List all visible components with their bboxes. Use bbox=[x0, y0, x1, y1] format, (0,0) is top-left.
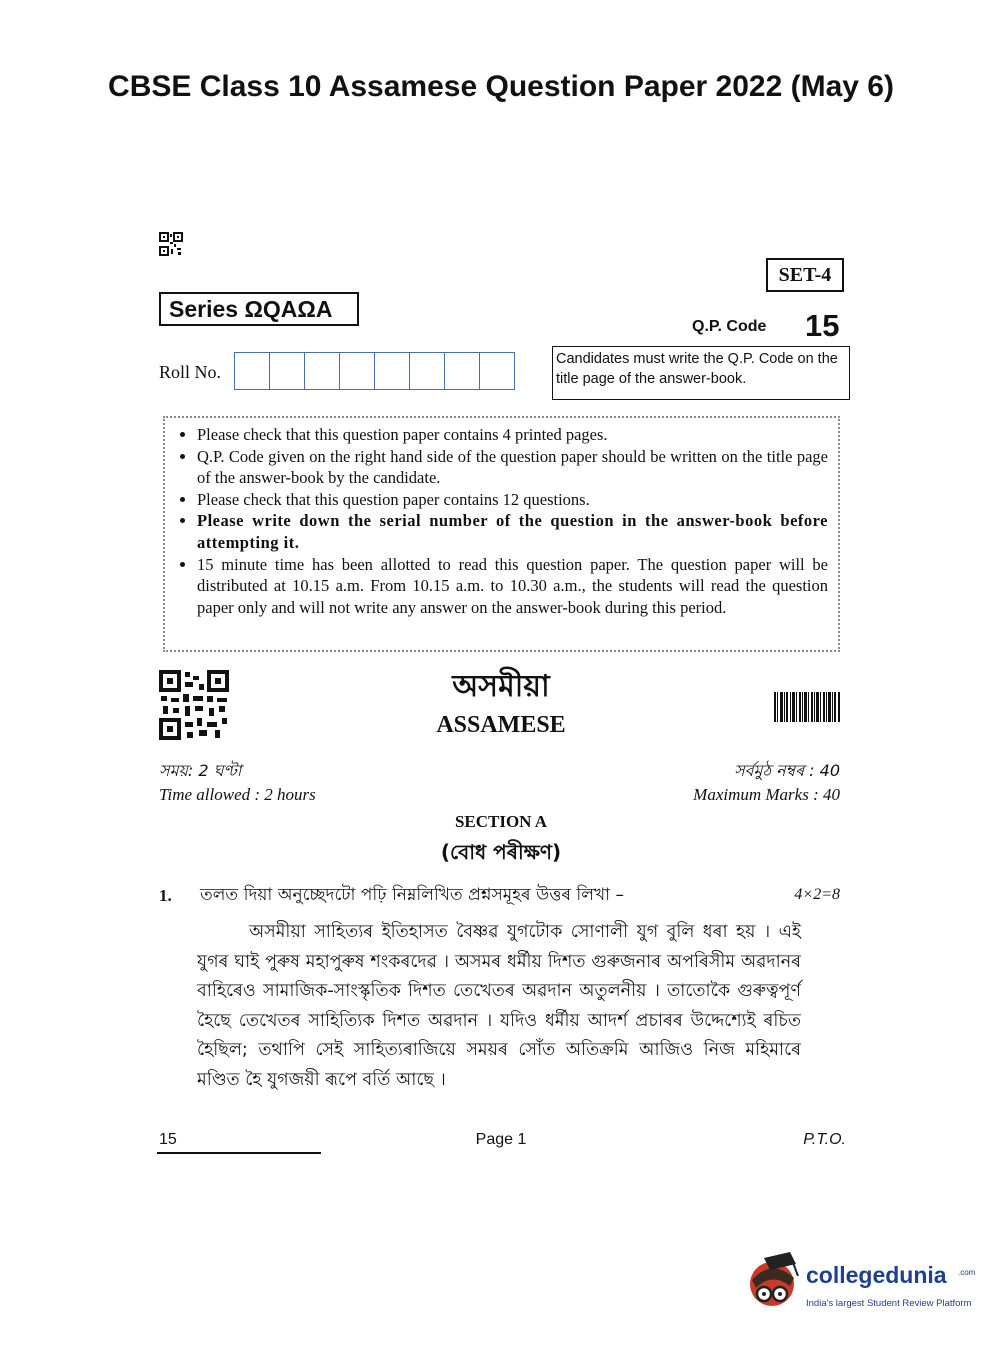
roll-no-label: Roll No. bbox=[159, 362, 222, 382]
small-qr-code-icon bbox=[159, 232, 183, 256]
roll-no-cell[interactable] bbox=[445, 353, 480, 389]
instructions-box bbox=[163, 416, 840, 652]
footer-code: 15 bbox=[159, 1131, 177, 1148]
subject-title-english: ASSAMESE bbox=[436, 712, 566, 738]
set-number-box: SET-4 bbox=[766, 258, 844, 292]
roll-no-boxes[interactable] bbox=[234, 352, 515, 390]
footer-divider bbox=[157, 1152, 321, 1154]
question-number: 1. bbox=[159, 886, 172, 905]
footer-pto: P.T.O. bbox=[803, 1131, 846, 1148]
barcode-icon bbox=[774, 692, 840, 722]
instruction-item: • 15 minute time has been allotted to read this question paper. The question paper will be distributed at 10.15 a.m. From 10.15 a.m. to 10.30 a.m., the students will read the question paper only and will not write any answer on the answer-book during this period. bbox=[197, 554, 828, 619]
roll-no-cell[interactable] bbox=[305, 353, 340, 389]
max-marks-assamese: সৰ্বমুঠ নম্বৰ : 40 bbox=[734, 761, 840, 780]
collegedunia-logo-domain: .com bbox=[958, 1268, 976, 1277]
roll-no-cell[interactable] bbox=[270, 353, 305, 389]
roll-no-cell[interactable] bbox=[375, 353, 410, 389]
time-allowed-assamese: সময়: 2 ঘণ্টা bbox=[159, 761, 242, 780]
instruction-item: • Please check that this question paper contains 4 printed pages. bbox=[197, 424, 828, 446]
collegedunia-logo-icon bbox=[742, 1250, 804, 1312]
question-marks: 4×2=8 bbox=[794, 886, 840, 903]
section-subtitle: (বোধ পৰীক্ষণ) bbox=[440, 840, 562, 864]
roll-no-cell[interactable] bbox=[235, 353, 270, 389]
time-allowed-english: Time allowed : 2 hours bbox=[159, 785, 316, 804]
max-marks-english: Maximum Marks : 40 bbox=[693, 785, 840, 804]
qp-code-label: Q.P. Code bbox=[692, 318, 767, 335]
qp-code-value: 15 bbox=[805, 308, 840, 343]
footer-page-number: Page 1 bbox=[475, 1131, 527, 1148]
instruction-item: • Please check that this question paper contains 12 questions. bbox=[197, 489, 828, 511]
collegedunia-logo-text: collegedunia bbox=[806, 1262, 947, 1288]
page-heading: CBSE Class 10 Assamese Question Paper 2022 (May 6) bbox=[108, 70, 894, 103]
roll-no-cell[interactable] bbox=[480, 353, 514, 389]
roll-no-cell[interactable] bbox=[340, 353, 375, 389]
collegedunia-tagline: India's largest Student Review Platform bbox=[806, 1298, 972, 1309]
candidate-note-box: Candidates must write the Q.P. Code on the title page of the answer-book. bbox=[552, 346, 850, 400]
instruction-item: • Q.P. Code given on the right hand side of the question paper should be written on the title page of the answer-book by the candidate. bbox=[197, 446, 828, 489]
series-box: Series ΩQAΩA bbox=[159, 292, 359, 326]
instruction-item: • Please write down the serial number of the question in the answer-book before attempting it. bbox=[197, 510, 828, 553]
roll-no-cell[interactable] bbox=[410, 353, 445, 389]
subject-title-assamese: অসমীয়া bbox=[452, 669, 550, 704]
question-text: তলত দিয়া অনুচ্ছেদটো পঢ়ি নিম্নলিখিত প্ৰশ্নসমূহৰ উত্তৰ লিখা – bbox=[200, 885, 624, 905]
section-title: SECTION A bbox=[454, 812, 548, 831]
comprehension-passage: অসমীয়া সাহিত্যৰ ইতিহাসত বৈষ্ণৱ যুগটোক সোণালী যুগ বুলি ধৰা হয় । এই যুগৰ ঘাই পুৰুষ মহাপুৰুষ শংকৰদেৱ । অসমৰ ধৰ্মীয় দিশত গুৰুজনাৰ অপৰিসীম অৱদানৰ বাহিৰেও সামাজিক-সাংস্কৃতিক দিশত তেখেতৰ অৱদান অতুলনীয় । তাতোকৈ গুৰুত্বপূৰ্ণ হৈছে তেখেতৰ সাহিত্যিক দিশত অৱদান । যদিও ধৰ্মীয় আদৰ্শ প্ৰচাৰৰ উদ্দেশ্যেই ৰচিত হৈছিল; তথাপি সেই সাহিত্যৰাজিয়ে সময়ৰ সোঁত অতিক্ৰমি আজিও নিজ মহিমাৰে মণ্ডিত হৈ যুগজয়ী ৰূপে বৰ্তি আছে । bbox=[197, 922, 801, 1090]
